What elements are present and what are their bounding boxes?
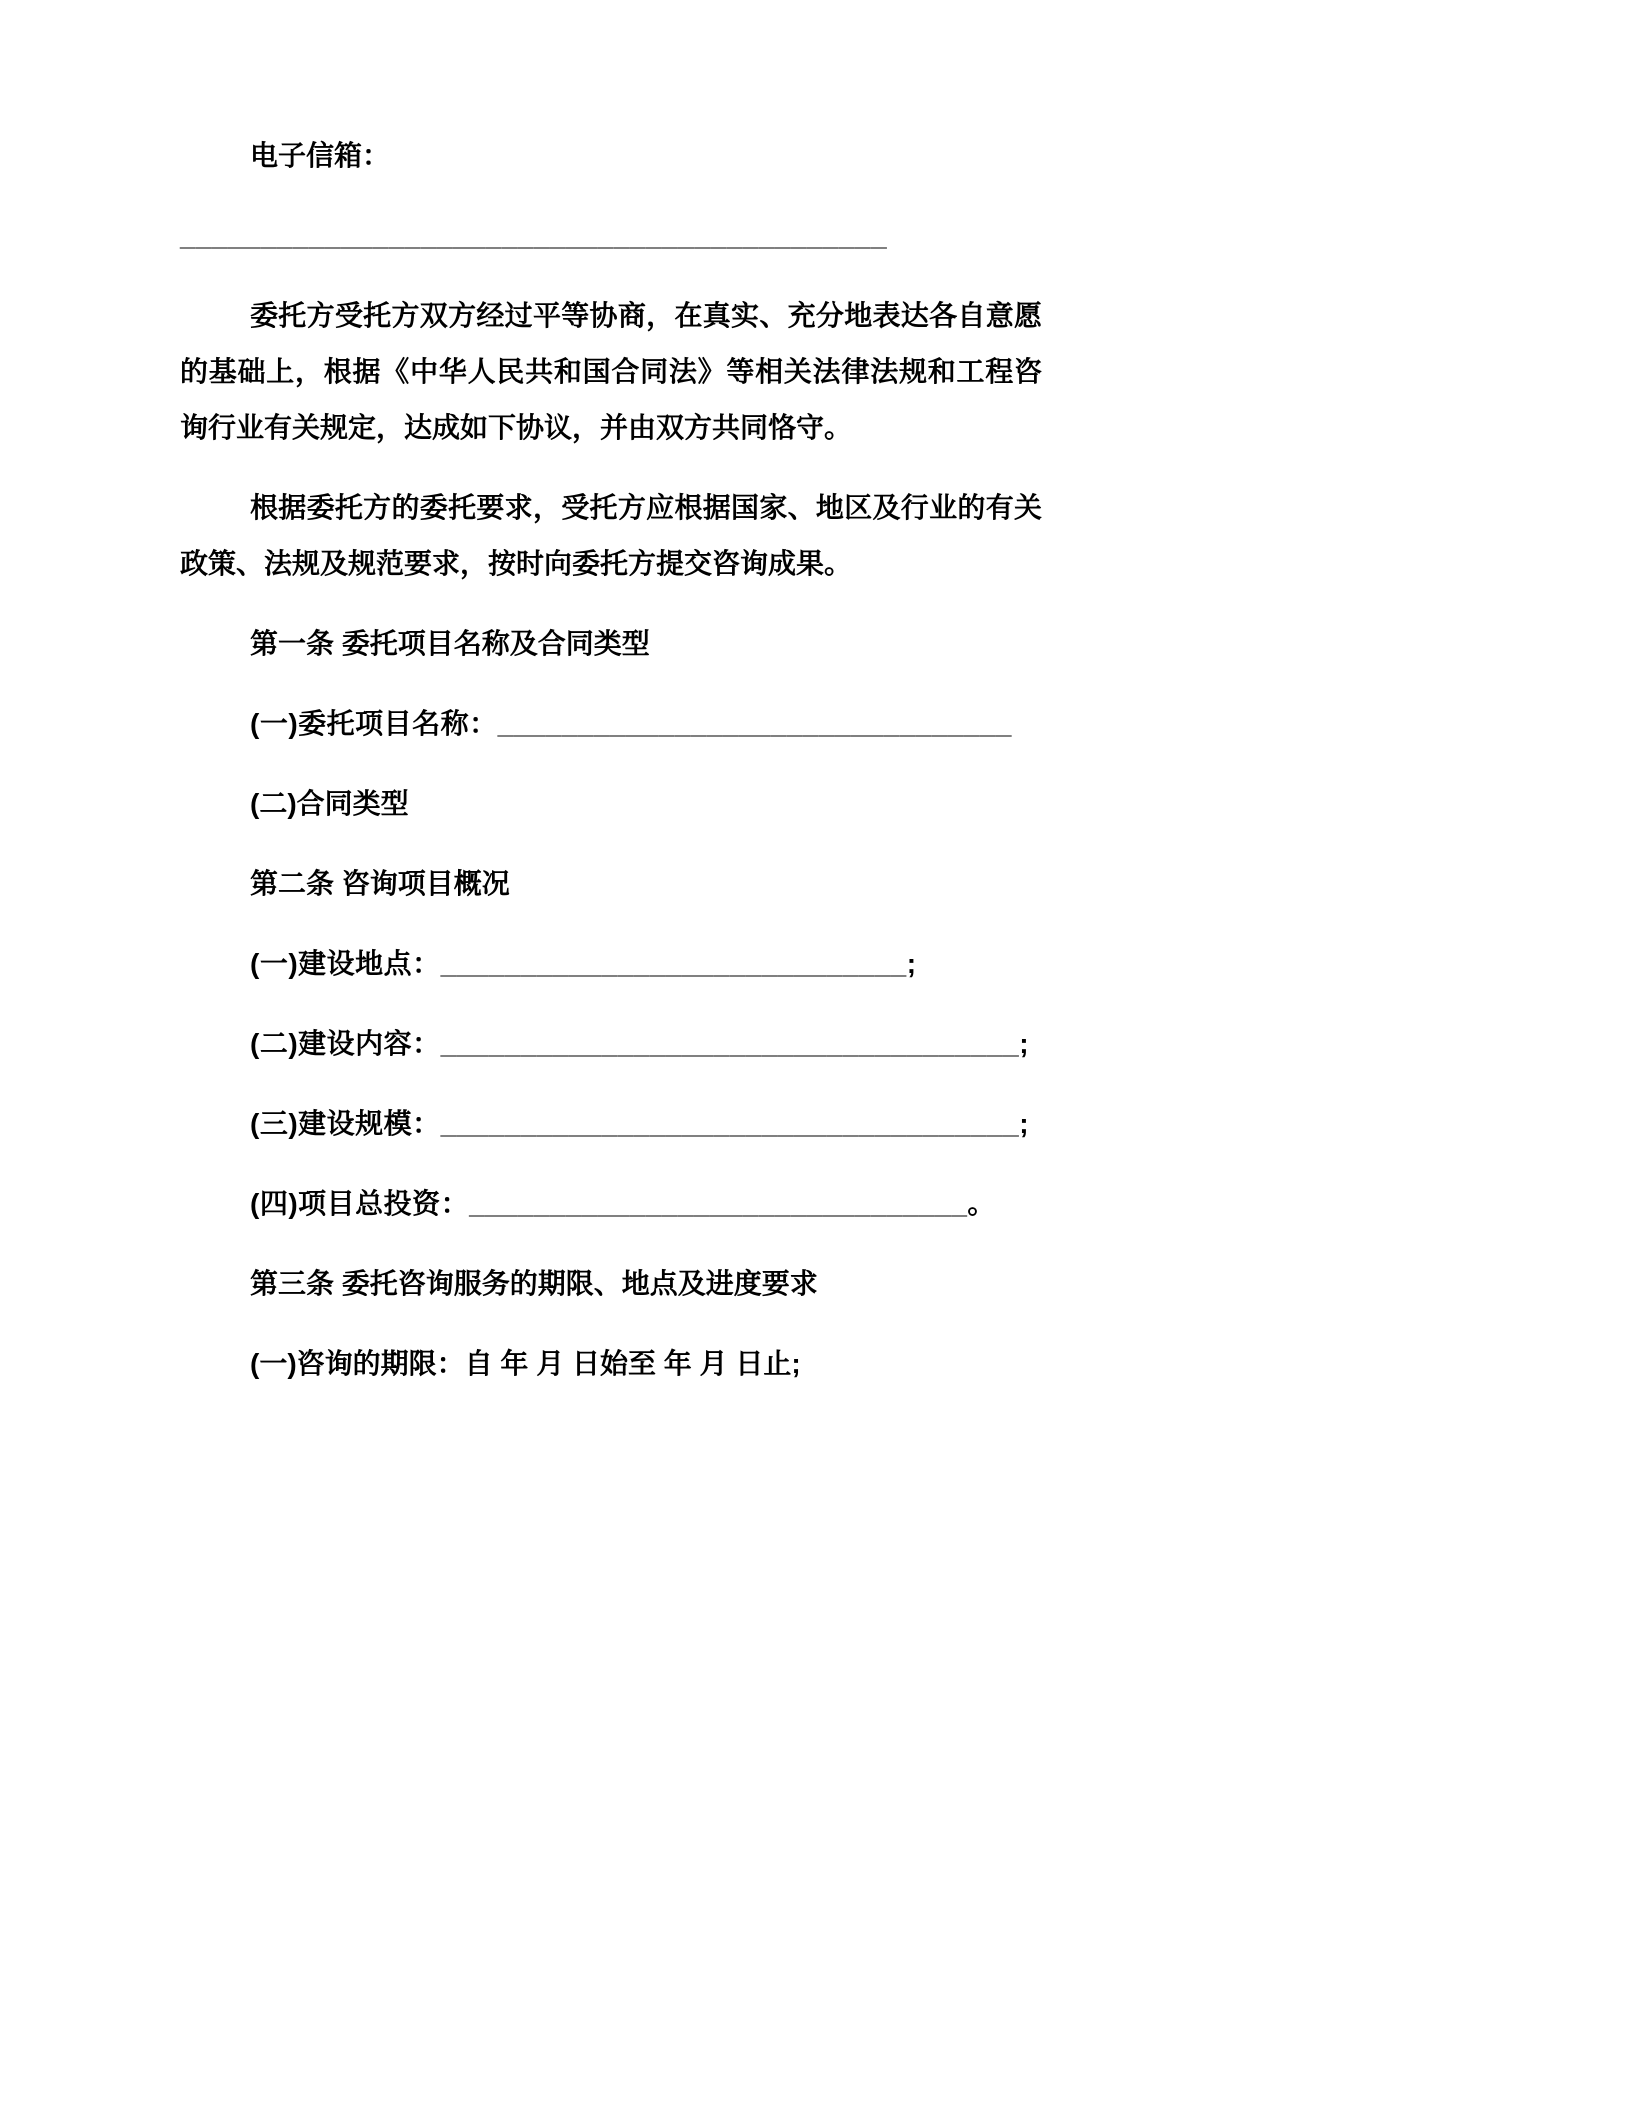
blank-fill-line: ____________________________________________	[180, 220, 888, 251]
project-name-field-line: (一)委托项目名称：________________________________	[250, 708, 1012, 739]
article-3-heading: 第三条 委托咨询服务的期限、地点及进度要求	[250, 1268, 818, 1299]
consulting-period-field-line: (一)咨询的期限：自 年 月 日始至 年 月 日止;	[250, 1348, 801, 1379]
email-label: 电子信箱：	[250, 140, 391, 171]
obligation-paragraph: 根据委托方的委托要求，受托方应根据国家、地区及行业的有关政策、法规及规范要求，按时向委托方提交咨询成果。	[180, 492, 1042, 579]
construction-site-field-line: (一)建设地点：_____________________________;	[250, 948, 917, 979]
preamble-paragraph: 委托方受托方双方经过平等协商，在真实、充分地表达各自意愿的基础上，根据《中华人民共和国合同法》等相关法律法规和工程咨询行业有关规定，达成如下协议，并由双方共同恪守。	[180, 300, 1042, 443]
document-body	[180, 128, 1042, 1392]
construction-content-field-line: (二)建设内容：____________________________________;	[250, 1028, 1030, 1059]
article-2-heading: 第二条 咨询项目概况	[250, 868, 510, 899]
contract-type-line: (二)合同类型	[250, 788, 409, 819]
construction-scale-field-line: (三)建设规模：____________________________________;	[250, 1108, 1030, 1139]
article-1-heading: 第一条 委托项目名称及合同类型	[250, 628, 650, 659]
total-investment-field-line: (四)项目总投资：_______________________________。	[250, 1188, 996, 1219]
